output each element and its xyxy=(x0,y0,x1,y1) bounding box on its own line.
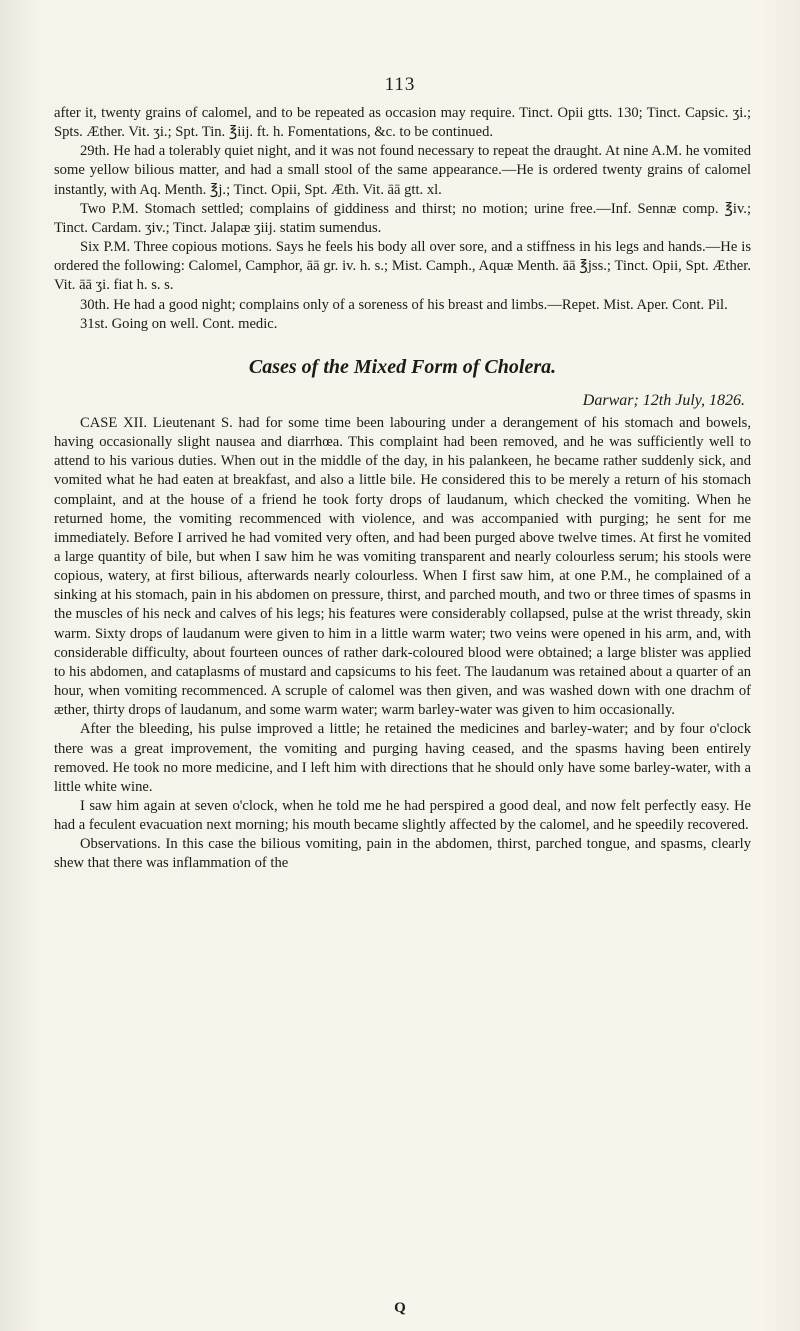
place-date: Darwar; 12th July, 1826. xyxy=(582,391,745,409)
paragraph: 29th. He had a tolerably quiet night, and it was not found necessary to repeat the draught. At nine A.M. he vomited some yellow bilious matter, and had a small stool of the same appearance.—He is ordered twenty grains of calomel instantly, with Aq. Menth. ℥j.; Tinct. Opii, Spt. Æth. Vit. āā gtt. xl. xyxy=(54,143,751,198)
page-number: 113 xyxy=(384,74,416,95)
paragraph: Observations. In this case the bilious vomiting, pain in the abdomen, thirst, parched tongue, and spasms, clearly shew that there was inflammation of the xyxy=(54,836,751,872)
paragraph: Two P.M. Stomach settled; complains of giddiness and thirst; no motion; urine free.—Inf. Sennæ comp. ℥iv.; Tinct. Cardam. ʒiv.; Tinct. Jalapæ ʒiij. statim sumendus. xyxy=(54,200,751,236)
signature-mark: Q xyxy=(394,1300,406,1316)
paragraph: CASE XII. Lieutenant S. had for some time been labouring under a derangement of his stomach and bowels, having occasionally slight nausea and diarrhœa. This complaint had been removed, and he was sufficiently well to attend to his various duties. When out in the middle of the day, in his palankeen, he became rather suddenly sick, and vomited what he had eaten at breakfast, and also a little bile. He considered this to be merely a return of his stomach complaint, and at the house of a friend he took forty drops of laudanum, which checked the vomiting. When he returned home, the vomiting recommenced with violence, and was accompanied with purging; he sent for me immediately. Before I arrived he had vomited very often, and had been purged above twelve times. At first he vomited a large quantity of bile, but when I saw him he was vomiting transparent and nearly colourless serum; his stools were copious, watery, at first bilious, afterwards nearly colourless. When I first saw him, at one P.M., he complained of a sinking at his stomach, pain in his abdomen on pressure, thirst, and parched mouth, and two or three times of spasms in the muscles of his neck and calves of his legs; his features were considerably collapsed, pulse at the wrist thready, skin warm. Sixty drops of laudanum were given to him in a little warm water; two veins were opened in his arm, and, with considerable difficulty, about fourteen ounces of rather dark-coloured blood were obtained; a large blister was applied to his abdomen, and cataplasms of mustard and capsicums to his feet. The laudanum was retained about a quarter of an hour, when vomiting recommenced. A scruple of calomel was then given, and was washed down with one drachm of æther, thirty drops of laudanum, and some warm water; warm barley-water was given to him occasionally. xyxy=(54,414,751,719)
page-body xyxy=(54,104,751,874)
paragraph: 31st. Going on well. Cont. medic. xyxy=(80,315,278,332)
paragraph: I saw him again at seven o'clock, when he told me he had perspired a good deal, and now felt perfectly easy. He had a feculent evacuation next morning; his mouth became slightly affected by the calomel, and he speedily recovered. xyxy=(54,798,751,834)
paragraphs-after xyxy=(54,414,751,874)
paragraph: After the bleeding, his pulse improved a little; he retained the medicines and barley-water; and by four o'clock there was a great improvement, the vomiting and purging having ceased, and the spasms having been entirely removed. He took no more medicine, and I left him with directions that he should only have some barley-water, with a little white wine. xyxy=(54,721,751,795)
paragraphs-before xyxy=(54,104,751,334)
section-title: Cases of the Mixed Form of Cholera. xyxy=(248,355,557,378)
paragraph: 30th. He had a good night; complains only of a soreness of his breast and limbs.—Repet. Mist. Aper. Cont. Pil. xyxy=(80,296,728,313)
paragraph: after it, twenty grains of calomel, and to be repeated as occasion may require. Tinct. Opii gtts. 130; Tinct. Capsic. ʒi.; Spts. Æther. Vit. ʒi.; Spt. Tin. ℥iij. ft. h. Fomentations, &c. to be continued. xyxy=(54,105,751,141)
paragraph: Six P.M. Three copious motions. Says he feels his body all over sore, and a stiffness in his legs and hands.—He is ordered the following: Calomel, Camphor, āā gr. iv. h. s.; Mist. Camph., Aquæ Menth. āā ℥jss.; Tinct. Opii, Spt. Æther. Vit. āā ʒi. fiat h. s. s. xyxy=(54,239,751,294)
